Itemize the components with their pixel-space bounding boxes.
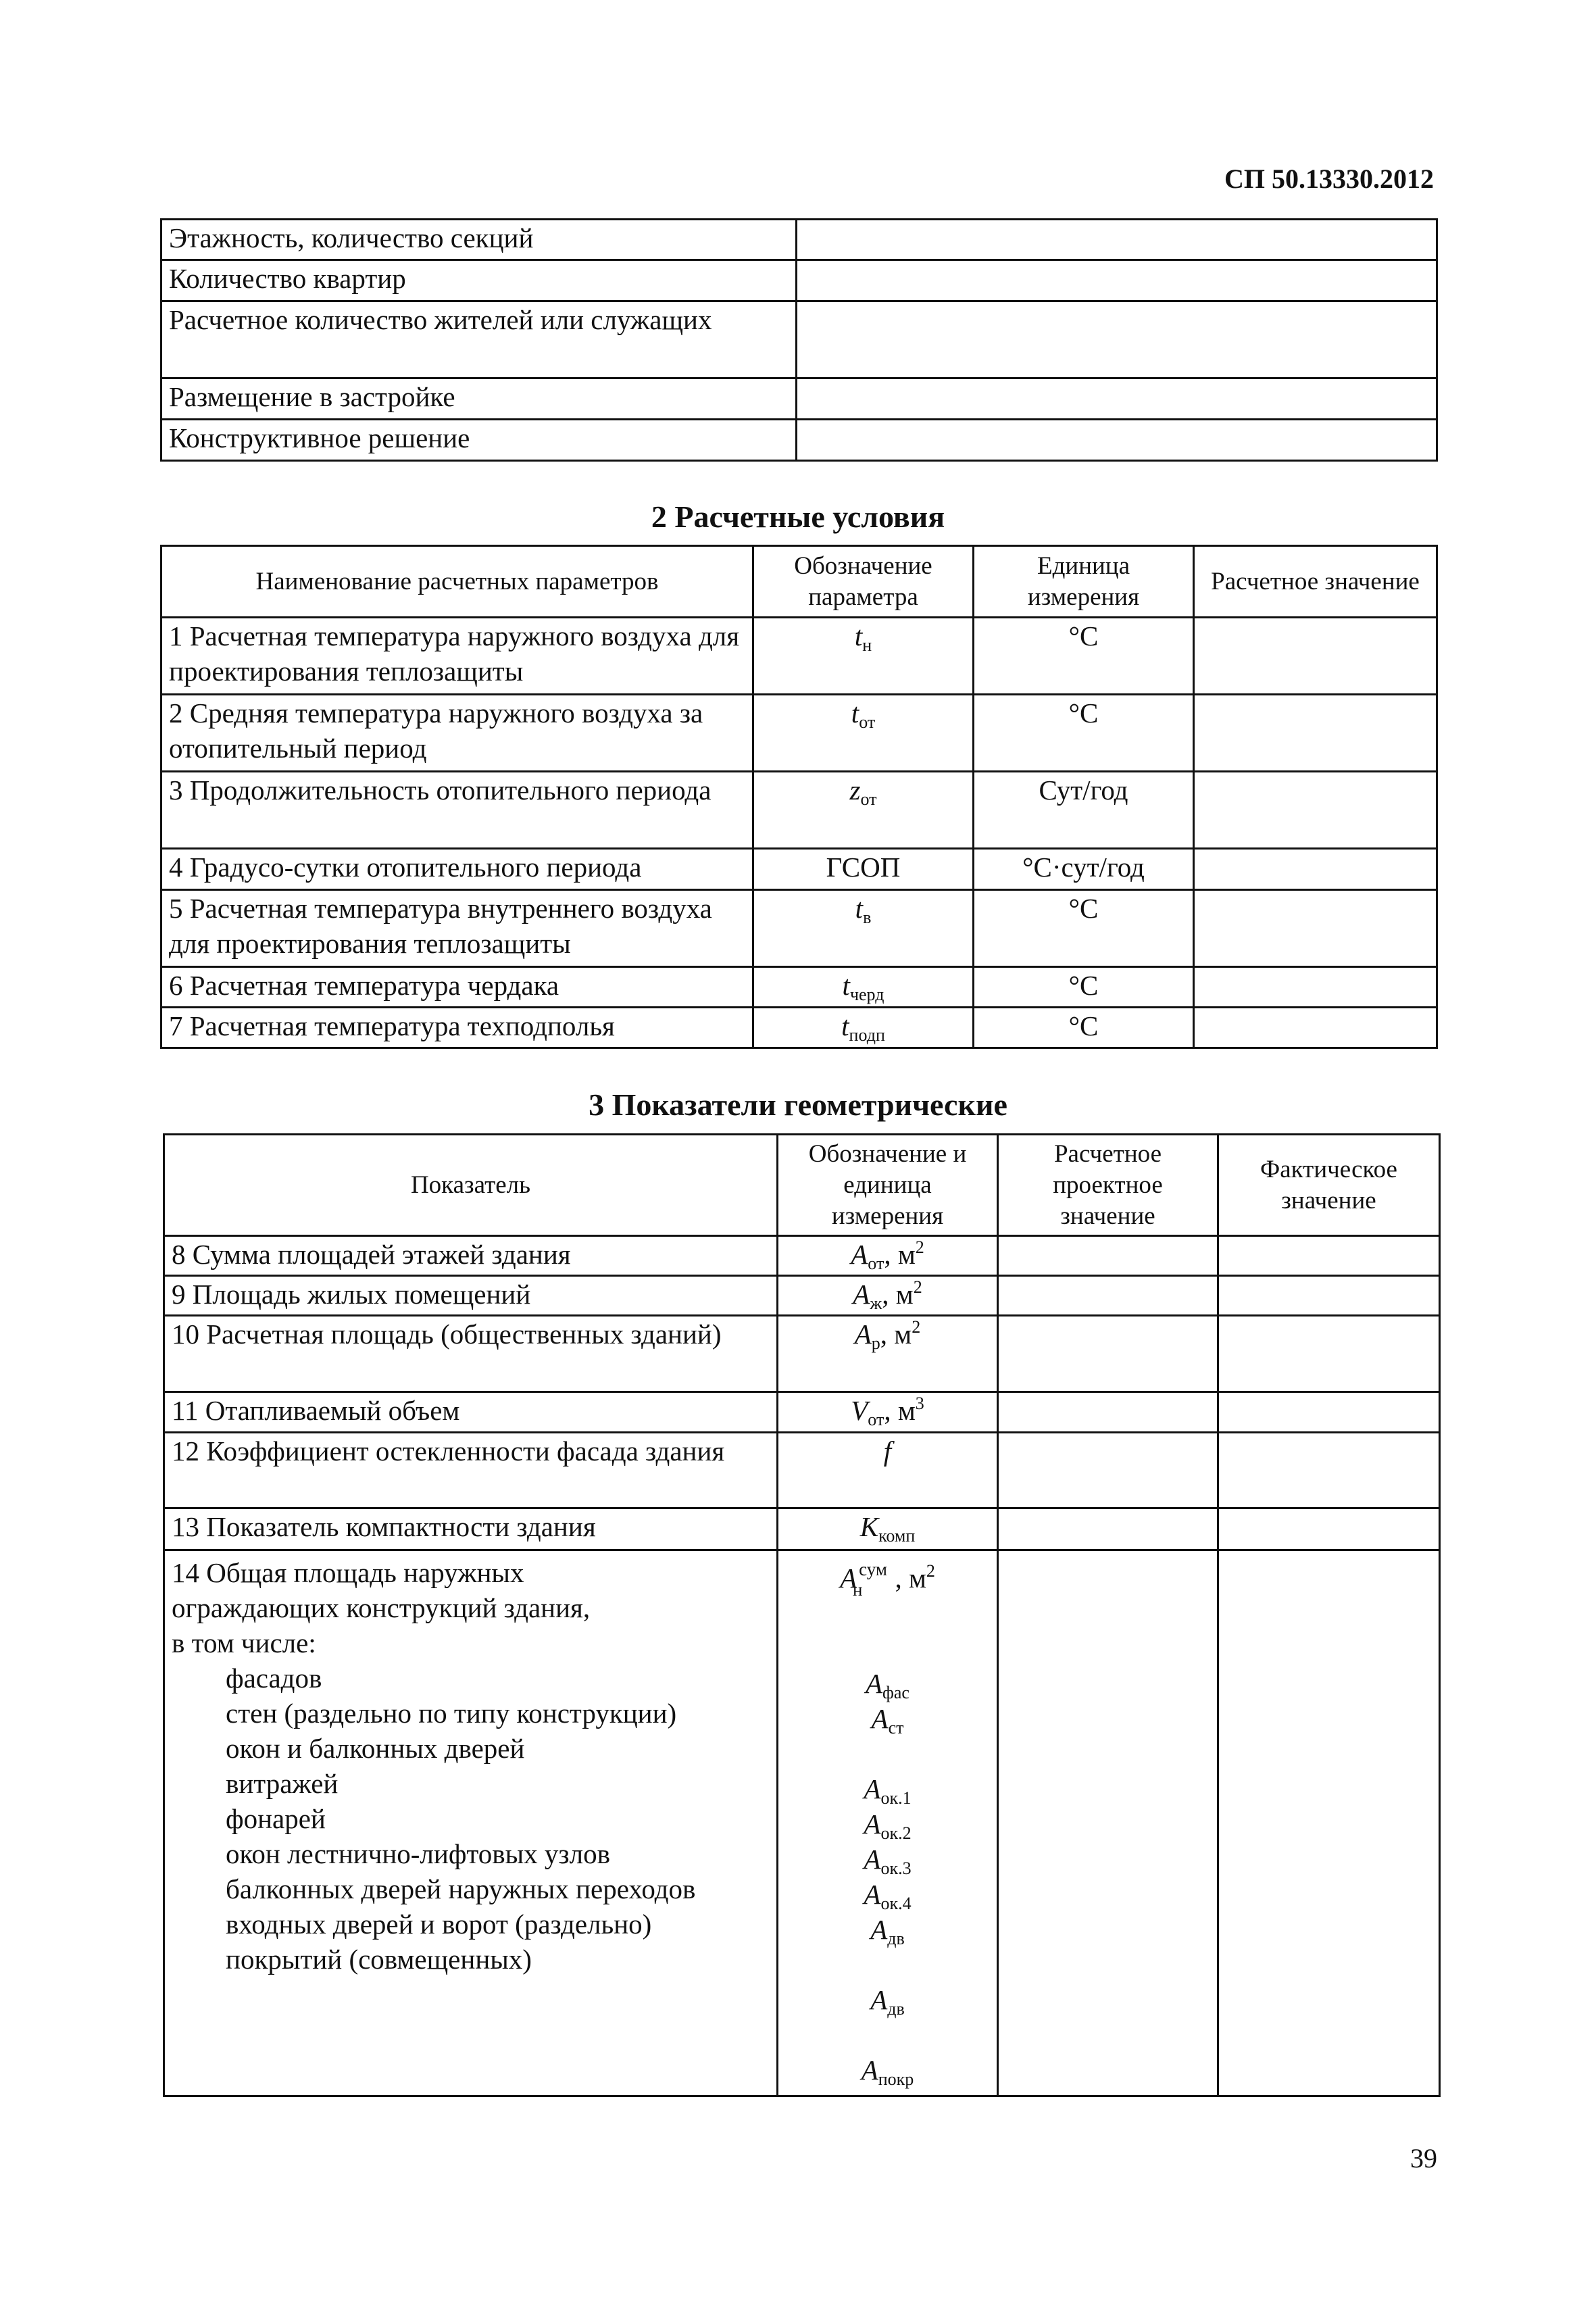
table-row	[164, 1433, 1440, 1508]
value-cell	[797, 301, 1437, 378]
table-row	[161, 890, 1437, 967]
section-title: 3 Показатели геометрические	[589, 1087, 1007, 1122]
indicator-name: 13 Показатель компактности здания	[164, 1508, 778, 1550]
param-unit: °С	[974, 890, 1194, 967]
indicator-symbol: $V_{от}$, $м^3$	[778, 1392, 998, 1433]
list-item: окон и балконных дверей	[226, 1733, 525, 1764]
indicator-symbol: $A_р$, $м^2$	[778, 1316, 998, 1392]
value-cell	[1194, 890, 1437, 967]
list-item: входных дверей и ворот (раздельно)	[226, 1909, 652, 1940]
value-cell	[1218, 1550, 1440, 2096]
column-header: Обозначение параметра	[753, 546, 974, 618]
value-cell	[998, 1236, 1218, 1276]
column-header: Показатель	[164, 1135, 778, 1236]
value-cell	[998, 1276, 1218, 1316]
page-number: 39	[1410, 2143, 1437, 2173]
param-name: Количество квартир	[161, 260, 797, 301]
indicator-name	[164, 1550, 778, 2096]
column-header: Фактическое значение	[1218, 1135, 1440, 1236]
list-item: фонарей	[226, 1803, 326, 1834]
general-info-table	[160, 218, 1438, 462]
indicator-symbol: $A_ж$, $м^2$	[778, 1276, 998, 1316]
area-symbol: $A_{дв}$	[870, 1914, 905, 1948]
table-header-row	[161, 546, 1437, 618]
param-symbol: $t_{черд}$	[753, 967, 974, 1008]
param-symbol: ГСОП	[753, 849, 974, 890]
indicator-line: ограждающих конструкций здания,	[172, 1592, 591, 1623]
table-row	[161, 420, 1437, 461]
indicator-name: 12 Коэффициент остекленности фасада здания	[164, 1433, 778, 1508]
param-symbol: $t_в$	[753, 890, 974, 967]
param-unit: °С·сут/год	[974, 849, 1194, 890]
param-unit: Сут/год	[974, 772, 1194, 849]
list-item: стен (раздельно по типу конструкции)	[226, 1698, 677, 1729]
list-item: покрытий (совмещенных)	[226, 1944, 532, 1975]
param-name: 3 Продолжительность отопительного периода	[161, 772, 753, 849]
area-symbol: $A_{ок.2}$	[864, 1808, 912, 1843]
param-name: 7 Расчетная температура техподполья	[161, 1008, 753, 1048]
area-symbol: $A_{ок.1}$	[864, 1773, 912, 1808]
value-cell	[797, 260, 1437, 301]
indicator-symbol-list	[778, 1550, 998, 2096]
table-row	[161, 618, 1437, 695]
column-header: Расчетное проектное значение	[998, 1135, 1218, 1236]
value-cell	[998, 1508, 1218, 1550]
value-cell	[1194, 772, 1437, 849]
list-item: фасадов	[226, 1663, 322, 1694]
table-row	[164, 1236, 1440, 1276]
value-cell	[1194, 1008, 1437, 1048]
param-unit: °С	[974, 618, 1194, 695]
list-item: балконных дверей наружных переходов	[226, 1873, 696, 1904]
value-cell	[998, 1316, 1218, 1392]
value-cell	[1218, 1316, 1440, 1392]
param-name: Расчетное количество жителей или служащих	[161, 301, 797, 378]
value-cell	[797, 220, 1437, 260]
indicator-line: в том числе:	[172, 1627, 316, 1658]
table-row	[164, 1316, 1440, 1392]
table-row	[161, 849, 1437, 890]
indicator-symbol: $A_{от}$, $м^2$	[778, 1236, 998, 1276]
area-symbol: $A_{фас}$	[866, 1668, 909, 1702]
indicator-line: 14 Общая площадь наружных	[172, 1557, 524, 1588]
param-name: 5 Расчетная температура внутреннего воздуха для проектирования теплозащиты	[161, 890, 753, 967]
param-name: 6 Расчетная температура чердака	[161, 967, 753, 1008]
param-name: 1 Расчетная температура наружного воздуха для проектирования теплозащиты	[161, 618, 753, 695]
area-symbol: $A_{покр}$	[861, 2054, 914, 2089]
column-header: Наименование расчетных параметров	[161, 546, 753, 618]
param-unit: °С	[974, 1008, 1194, 1048]
indicator-name: 10 Расчетная площадь (общественных зданий)	[164, 1316, 778, 1392]
value-cell	[1218, 1236, 1440, 1276]
param-unit: °С	[974, 967, 1194, 1008]
param-name: Этажность, количество секций	[161, 220, 797, 260]
value-cell	[1194, 849, 1437, 890]
table-row	[164, 1276, 1440, 1316]
area-symbol: $A_{ст}$	[871, 1703, 904, 1738]
param-symbol: $t_{от}$	[753, 695, 974, 772]
value-cell	[1218, 1508, 1440, 1550]
table-row	[161, 260, 1437, 301]
table-header-row	[164, 1135, 1440, 1236]
value-cell	[1218, 1392, 1440, 1433]
param-name: Конструктивное решение	[161, 420, 797, 461]
param-symbol: $t_н$	[753, 618, 974, 695]
table-row	[164, 1392, 1440, 1433]
value-cell	[797, 378, 1437, 420]
section-title: 2 Расчетные условия	[651, 499, 945, 534]
table-row	[161, 220, 1437, 260]
param-name: 4 Градусо-сутки отопительного периода	[161, 849, 753, 890]
table-row	[161, 695, 1437, 772]
indicator-name: 9 Площадь жилых помещений	[164, 1276, 778, 1316]
param-unit: °С	[974, 695, 1194, 772]
total-area-symbol: A $^{сум}_н$ , $м^2$	[840, 1559, 935, 1600]
param-symbol: $z_{от}$	[753, 772, 974, 849]
table-row	[161, 967, 1437, 1008]
value-cell	[998, 1550, 1218, 2096]
param-symbol: $t_{подп}$	[753, 1008, 974, 1048]
indicator-symbol: f	[778, 1433, 998, 1508]
param-name: 2 Средняя температура наружного воздуха за отопительный период	[161, 695, 753, 772]
value-cell	[797, 420, 1437, 461]
column-header: Расчетное значение	[1194, 546, 1437, 618]
value-cell	[998, 1392, 1218, 1433]
column-header: Единица измерения	[974, 546, 1194, 618]
document-code: СП 50.13330.2012	[1224, 164, 1434, 194]
table-row	[161, 378, 1437, 420]
value-cell	[1218, 1433, 1440, 1508]
value-cell	[1218, 1276, 1440, 1316]
table-row	[161, 772, 1437, 849]
indicator-name: 8 Сумма площадей этажей здания	[164, 1236, 778, 1276]
geometric-indicators-table	[163, 1133, 1441, 2097]
list-item: окон лестнично-лифтовых узлов	[226, 1838, 610, 1869]
indicator-name: 11 Отапливаемый объем	[164, 1392, 778, 1433]
column-header: Обозначение и единица измерения	[778, 1135, 998, 1236]
area-symbol: $A_{ок.4}$	[864, 1879, 912, 1913]
list-item: витражей	[226, 1768, 339, 1799]
value-cell	[1194, 695, 1437, 772]
table-row	[161, 1008, 1437, 1048]
table-row	[164, 1550, 1440, 2096]
area-symbol: $A_{дв}$	[870, 1984, 905, 2019]
param-name: Размещение в застройке	[161, 378, 797, 420]
design-conditions-table	[160, 545, 1438, 1049]
table-row	[161, 301, 1437, 378]
table-row	[164, 1508, 1440, 1550]
area-symbol: $A_{ок.3}$	[864, 1844, 912, 1878]
indicator-symbol: $K_{комп}$	[778, 1508, 998, 1550]
value-cell	[998, 1433, 1218, 1508]
value-cell	[1194, 967, 1437, 1008]
value-cell	[1194, 618, 1437, 695]
